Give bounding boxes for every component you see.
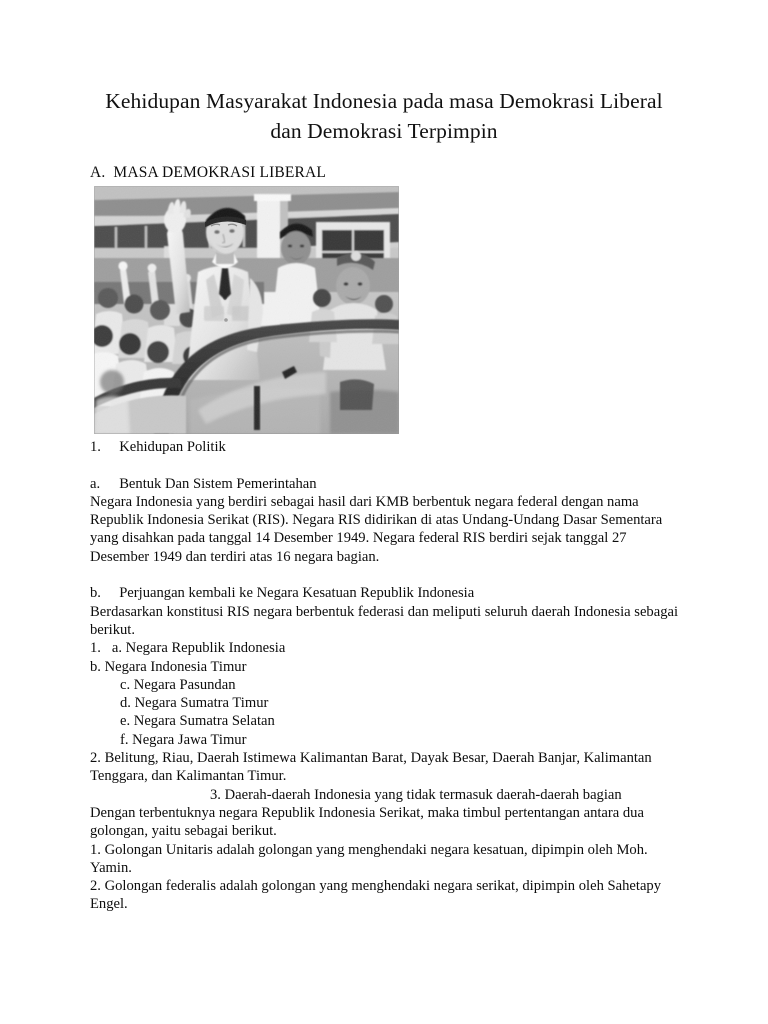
point-1: 1. Golongan Unitaris adalah golongan yang menghendaki negara kesatuan, dipimpin oleh Moh. Yamin. [90, 841, 648, 876]
section-heading-a: A. MASA DEMOKRASI LIBERAL [90, 164, 326, 181]
list-item-3: c. Negara Pasundan [120, 676, 236, 693]
spacer [90, 566, 682, 584]
list-item-6: f. Negara Jawa Timur [120, 731, 247, 748]
historical-photo [94, 186, 399, 434]
heading-sub-b: b. Perjuangan kembali ke Negara Kesatuan Republik Indonesia [90, 585, 475, 602]
document-body [90, 438, 682, 914]
heading-kehidupan-politik: 1. Kehidupan Politik [90, 439, 226, 455]
list-item-5: e. Negara Sumatra Selatan [120, 713, 275, 730]
list-item-4: d. Negara Sumatra Timur [120, 695, 269, 712]
heading-sub-a: a. Bentuk Dan Sistem Pemerintahan [90, 475, 317, 492]
list-item-7: 2. Belitung, Riau, Daerah Istimewa Kalimantan Barat, Dayak Besar, Daerah Banjar, Kalimantan Tenggara, dan Kalimantan Timur. [90, 750, 652, 785]
paragraph-sub-a: Negara Indonesia yang berdiri sebagai hasil dari KMB berbentuk negara federal dengan nama Republik Indonesia Serikat (RIS). Negara RIS didirikan di atas Undang-Undang Dasar Sementara yang disahkan pada tanggal 14 Desember 1949. Negara federal RIS berdiri sejak tanggal 27 Desember 1949 dan terdiri atas 16 negara bagian. [90, 493, 663, 565]
spacer [90, 456, 682, 474]
page-title-line-2: dan Demokrasi Terpimpin [270, 119, 498, 143]
list-item-8: 3. Daerah-daerah Indonesia yang tidak termasuk daerah-daerah bagian [210, 786, 622, 803]
paragraph-closing: Dengan terbentuknya negara Republik Indonesia Serikat, maka timbul pertentangan antara dua golongan, yaitu sebagai berikut. [90, 804, 644, 840]
page-title-line-1: Kehidupan Masyarakat Indonesia pada masa Demokrasi Liberal [105, 89, 663, 113]
point-2: 2. Golongan federalis adalah golongan yang menghendaki negara serikat, dipimpin oleh Sahetapy Engel. [90, 878, 662, 913]
list-item-1: 1. a. Negara Republik Indonesia [90, 640, 286, 657]
list-item-2: b. Negara Indonesia Timur [90, 658, 247, 675]
page-title [84, 86, 684, 146]
photo-illustration [94, 186, 399, 434]
paragraph-sub-b: Berdasarkan konstitusi RIS negara berbentuk federasi dan meliputi seluruh daerah Indonesia sebagai berikut. [90, 603, 679, 638]
